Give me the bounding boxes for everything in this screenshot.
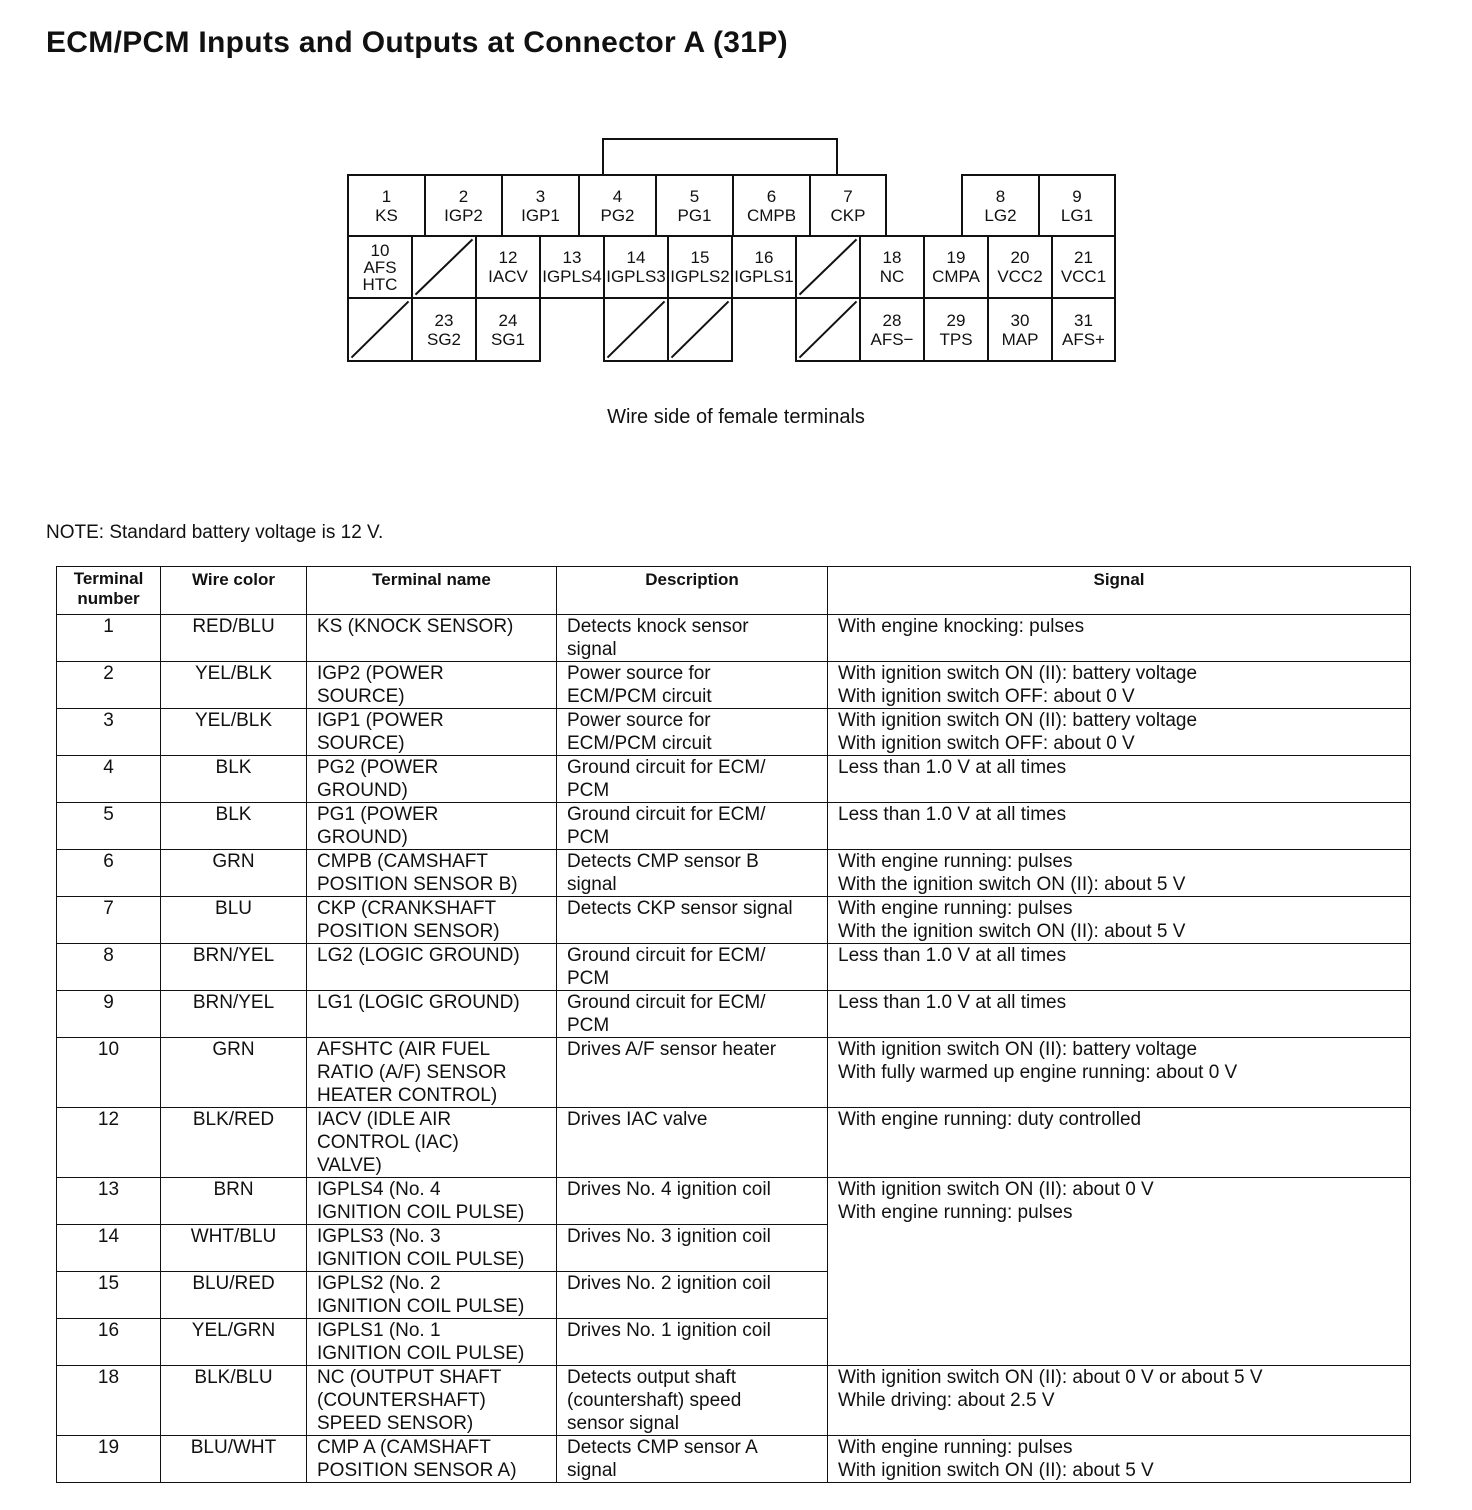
cell-description <box>557 1366 828 1436</box>
cell-description <box>557 1108 828 1178</box>
blank-terminal <box>603 297 669 362</box>
terminal-15 <box>667 235 733 299</box>
terminal-20 <box>987 235 1053 299</box>
terminal-number: 23 <box>434 310 454 330</box>
terminal-label: SG1 <box>490 329 526 349</box>
terminal-14 <box>603 235 669 299</box>
cell-wire-color: BLK/RED <box>161 1108 307 1178</box>
table-row <box>57 803 1411 850</box>
cell-terminal-number: 14 <box>57 1225 161 1272</box>
terminal-name-line: POSITION SENSOR) <box>317 921 500 942</box>
cell-terminal-name <box>307 756 557 803</box>
terminal-name-line: KS (KNOCK SENSOR) <box>317 616 514 637</box>
cell-terminal-number: 4 <box>57 756 161 803</box>
terminal-name-line: PG2 (POWER <box>317 757 439 778</box>
description-line: ECM/PCM circuit <box>567 733 712 754</box>
terminal-name-line: IGNITION COIL PULSE) <box>317 1296 525 1317</box>
header-wire-color: Wire color <box>161 567 307 615</box>
terminal-number: 8 <box>995 186 1006 206</box>
blank-terminal <box>667 297 733 362</box>
terminal-5 <box>655 174 734 237</box>
terminal-label: AFS− <box>870 329 914 349</box>
cell-signal <box>828 897 1411 944</box>
terminal-29 <box>923 297 989 362</box>
terminal-label: IGPLS1 <box>734 267 794 286</box>
cell-wire-color: BLK <box>161 803 307 850</box>
terminal-number: 4 <box>612 186 623 206</box>
terminal-name-line: IGPLS1 (No. 1 <box>317 1320 441 1341</box>
connector-caption: Wire side of female terminals <box>607 406 865 428</box>
cell-terminal-number: 10 <box>57 1038 161 1108</box>
terminal-label: IACV <box>488 267 528 286</box>
terminal-19 <box>923 235 989 299</box>
cell-terminal-number: 15 <box>57 1272 161 1319</box>
cell-wire-color: BLU/RED <box>161 1272 307 1319</box>
terminal-number: 30 <box>1010 310 1030 330</box>
signal-line: With engine running: pulses <box>838 851 1073 872</box>
description-line: Ground circuit for ECM/ <box>567 804 766 825</box>
terminal-number: 18 <box>882 248 902 267</box>
description-line: Drives No. 3 ignition coil <box>567 1226 771 1247</box>
terminal-9 <box>1038 174 1116 237</box>
description-line: Drives No. 4 ignition coil <box>567 1179 771 1200</box>
terminal-label: CMPA <box>932 267 980 286</box>
signal-line: With ignition switch ON (II): battery voltage <box>838 710 1198 731</box>
cell-terminal-number: 12 <box>57 1108 161 1178</box>
terminal-name-line: GROUND) <box>317 780 408 801</box>
terminal-label: LG2 <box>984 205 1017 225</box>
description-line: signal <box>567 639 617 660</box>
terminal-number: 20 <box>1010 248 1030 267</box>
terminal-13 <box>539 235 605 299</box>
terminal-name-line: IGPLS3 (No. 3 <box>317 1226 441 1247</box>
cell-signal-shared <box>828 1178 1411 1366</box>
terminal-name-line: SOURCE) <box>317 733 405 754</box>
signal-line: With engine running: pulses <box>838 1437 1073 1458</box>
terminal-number: 9 <box>1072 186 1082 206</box>
terminal-number: 13 <box>562 248 582 267</box>
terminal-number: 29 <box>946 310 966 330</box>
terminal-label: SG2 <box>426 329 462 349</box>
cell-terminal-name <box>307 1038 557 1108</box>
terminal-number: 16 <box>754 248 774 267</box>
terminal-6 <box>732 174 811 237</box>
terminal-label: AFS+ <box>1062 329 1105 349</box>
cell-terminal-number: 18 <box>57 1366 161 1436</box>
terminal-label: PG1 <box>677 205 712 225</box>
terminal-30 <box>987 297 1053 362</box>
description-line: Detects knock sensor <box>567 616 749 637</box>
terminal-28 <box>859 297 925 362</box>
cell-terminal-name <box>307 1108 557 1178</box>
terminal-label: CKP <box>830 205 866 225</box>
terminal-name-line: IGP2 (POWER <box>317 663 444 684</box>
terminal-number: 1 <box>381 186 392 206</box>
signal-line: With ignition switch ON (II): about 5 V <box>838 1460 1154 1481</box>
header-terminal-name: Terminal name <box>307 567 557 615</box>
terminal-label: PG2 <box>600 205 635 225</box>
signal-line: Less than 1.0 V at all times <box>838 804 1067 825</box>
cell-wire-color: BRN/YEL <box>161 944 307 991</box>
description-line: (countershaft) speed <box>567 1390 742 1411</box>
blank-terminal <box>795 297 861 362</box>
signal-line: With engine running: pulses <box>838 898 1073 919</box>
cell-terminal-number: 7 <box>57 897 161 944</box>
signal-line: With ignition switch ON (II): about 0 V or about 5 V <box>838 1367 1263 1388</box>
description-line: ECM/PCM circuit <box>567 686 712 707</box>
terminal-4 <box>578 174 657 237</box>
terminal-21 <box>1051 235 1116 299</box>
terminal-name-line: IGNITION COIL PULSE) <box>317 1343 525 1364</box>
terminal-name-line: IGPLS2 (No. 2 <box>317 1273 441 1294</box>
cell-signal <box>828 756 1411 803</box>
cell-terminal-name <box>307 897 557 944</box>
cell-signal <box>828 1108 1411 1178</box>
cell-signal <box>828 1366 1411 1436</box>
terminal-label: NC <box>879 267 905 286</box>
terminal-label: IGPLS2 <box>670 267 730 286</box>
blank-terminal <box>411 235 477 299</box>
description-line: Ground circuit for ECM/ <box>567 757 766 778</box>
description-line: PCM <box>567 1015 610 1036</box>
cell-terminal-number: 1 <box>57 615 161 662</box>
cell-description <box>557 1225 828 1272</box>
signal-line: Less than 1.0 V at all times <box>838 757 1067 778</box>
terminal-number: 7 <box>843 186 853 206</box>
cell-wire-color: BLU/WHT <box>161 1436 307 1483</box>
table-row <box>57 756 1411 803</box>
cell-terminal-number: 19 <box>57 1436 161 1483</box>
terminal-name-line: LG1 (LOGIC GROUND) <box>317 992 520 1013</box>
cell-terminal-name <box>307 1225 557 1272</box>
terminal-name-line: CMP A (CAMSHAFT <box>317 1437 491 1458</box>
cell-signal <box>828 850 1411 897</box>
terminal-label: IGP1 <box>521 205 560 225</box>
table-row <box>57 662 1411 709</box>
description-line: PCM <box>567 827 610 848</box>
cell-terminal-name <box>307 1319 557 1366</box>
blank-terminal <box>795 235 861 299</box>
terminal-name-line: LG2 (LOGIC GROUND) <box>317 945 520 966</box>
terminal-number: 12 <box>498 248 518 267</box>
terminal-label: VCC1 <box>1060 267 1107 286</box>
cell-terminal-name <box>307 662 557 709</box>
cell-description <box>557 1178 828 1225</box>
description-line: Detects output shaft <box>567 1367 736 1388</box>
cell-description <box>557 1436 828 1483</box>
cell-wire-color: YEL/GRN <box>161 1319 307 1366</box>
signal-line: With ignition switch ON (II): battery voltage <box>838 1039 1198 1060</box>
cell-wire-color: BRN/YEL <box>161 991 307 1038</box>
terminal-number: 31 <box>1074 310 1093 330</box>
description-line: signal <box>567 874 617 895</box>
terminal-number: 6 <box>766 186 777 206</box>
terminal-24 <box>475 297 541 362</box>
terminal-label: IGPLS4 <box>542 267 602 286</box>
cell-wire-color: YEL/BLK <box>161 662 307 709</box>
cell-wire-color: BLK/BLU <box>161 1366 307 1436</box>
battery-voltage-note: NOTE: Standard battery voltage is 12 V. <box>46 522 384 543</box>
table-row <box>57 1436 1411 1483</box>
cell-terminal-name <box>307 1436 557 1483</box>
signal-line: With engine knocking: pulses <box>838 616 1085 637</box>
description-line: Ground circuit for ECM/ <box>567 945 766 966</box>
cell-terminal-number: 16 <box>57 1319 161 1366</box>
cell-terminal-name <box>307 709 557 756</box>
connector-diagram <box>0 0 1472 440</box>
terminal-label: TPS <box>939 329 973 349</box>
cell-description <box>557 662 828 709</box>
cell-signal <box>828 615 1411 662</box>
cell-terminal-number: 9 <box>57 991 161 1038</box>
cell-terminal-name <box>307 850 557 897</box>
terminal-label: MAP <box>1001 329 1039 349</box>
signal-line: With the ignition switch ON (II): about 5 V <box>838 874 1186 895</box>
cell-description <box>557 1319 828 1366</box>
cell-description <box>557 709 828 756</box>
cell-signal <box>828 991 1411 1038</box>
terminal-10 <box>347 235 413 299</box>
terminal-31 <box>1051 297 1116 362</box>
terminal-name-line: AFSHTC (AIR FUEL <box>317 1039 491 1060</box>
terminal-name-line: IGNITION COIL PULSE) <box>317 1249 525 1270</box>
terminal-name-line: NC (OUTPUT SHAFT <box>317 1367 502 1388</box>
table-row <box>57 944 1411 991</box>
terminal-label: LG1 <box>1060 205 1094 225</box>
terminal-number: 28 <box>882 310 902 330</box>
table-row <box>57 897 1411 944</box>
table-header-row <box>57 567 1411 615</box>
cell-wire-color: WHT/BLU <box>161 1225 307 1272</box>
terminal-1 <box>347 174 426 237</box>
terminal-name-line: CONTROL (IAC) <box>317 1132 459 1153</box>
terminal-number: 21 <box>1074 248 1093 267</box>
description-line: Drives No. 2 ignition coil <box>567 1273 771 1294</box>
terminal-name-line: POSITION SENSOR B) <box>317 874 518 895</box>
cell-description <box>557 1038 828 1108</box>
cell-description <box>557 944 828 991</box>
terminal-number: 3 <box>535 186 546 206</box>
description-line: Drives A/F sensor heater <box>567 1039 777 1060</box>
cell-terminal-number: 5 <box>57 803 161 850</box>
header-terminal-number: Terminal number <box>57 567 161 615</box>
terminal-name-line: IGP1 (POWER <box>317 710 444 731</box>
blank-terminal <box>347 297 413 362</box>
terminal-number: 14 <box>626 248 646 267</box>
signal-line: While driving: about 2.5 V <box>838 1390 1055 1411</box>
terminal-name-line: IGNITION COIL PULSE) <box>317 1202 525 1223</box>
terminal-name-line: HEATER CONTROL) <box>317 1085 498 1106</box>
description-line: sensor signal <box>567 1413 679 1434</box>
description-line: PCM <box>567 780 610 801</box>
cell-terminal-number: 6 <box>57 850 161 897</box>
terminal-2 <box>424 174 503 237</box>
terminal-name-line: IGPLS4 (No. 4 <box>317 1179 441 1200</box>
terminal-number: 19 <box>946 248 966 267</box>
cell-terminal-name <box>307 1178 557 1225</box>
terminal-name-line: (COUNTERSHAFT) <box>317 1390 486 1411</box>
terminal-7 <box>809 174 887 237</box>
cell-signal <box>828 662 1411 709</box>
terminal-table <box>56 566 1411 1483</box>
terminal-label: VCC2 <box>997 267 1043 286</box>
description-line: Detects CKP sensor signal <box>567 898 793 919</box>
cell-terminal-name <box>307 615 557 662</box>
description-line: signal <box>567 1460 617 1481</box>
cell-terminal-name <box>307 944 557 991</box>
terminal-label: IGP2 <box>444 205 483 225</box>
cell-terminal-name <box>307 991 557 1038</box>
cell-description <box>557 803 828 850</box>
cell-signal <box>828 1436 1411 1483</box>
header-description: Description <box>557 567 828 615</box>
table-row <box>57 850 1411 897</box>
description-line: Ground circuit for ECM/ <box>567 992 766 1013</box>
terminal-number: 5 <box>689 186 700 206</box>
cell-description <box>557 850 828 897</box>
terminal-name-line: CMPB (CAMSHAFT <box>317 851 488 872</box>
terminal-3 <box>501 174 580 237</box>
terminal-label: AFS HTC <box>362 257 398 294</box>
cell-description <box>557 1272 828 1319</box>
terminal-name-line: IACV (IDLE AIR <box>317 1109 452 1130</box>
terminal-name-line: SPEED SENSOR) <box>317 1413 474 1434</box>
cell-wire-color: BLK <box>161 756 307 803</box>
signal-line: With fully warmed up engine running: about 0 V <box>838 1062 1238 1083</box>
table-row <box>57 1366 1411 1436</box>
signal-line: With ignition switch OFF: about 0 V <box>838 686 1135 707</box>
cell-wire-color: BLU <box>161 897 307 944</box>
table-row <box>57 1178 1411 1225</box>
cell-terminal-number: 2 <box>57 662 161 709</box>
description-line: Detects CMP sensor B <box>567 851 759 872</box>
table-row <box>57 1108 1411 1178</box>
cell-signal <box>828 803 1411 850</box>
terminal-8 <box>961 174 1040 237</box>
cell-signal <box>828 709 1411 756</box>
terminal-name-line: POSITION SENSOR A) <box>317 1460 517 1481</box>
cell-wire-color: RED/BLU <box>161 615 307 662</box>
cell-terminal-name <box>307 1272 557 1319</box>
terminal-number: 2 <box>458 186 469 206</box>
cell-description <box>557 756 828 803</box>
cell-wire-color: BRN <box>161 1178 307 1225</box>
header-signal: Signal <box>828 567 1411 615</box>
terminal-name-line: RATIO (A/F) SENSOR <box>317 1062 507 1083</box>
description-line: Power source for <box>567 710 711 731</box>
table-body <box>57 615 1411 1483</box>
table-row <box>57 615 1411 662</box>
signal-line: With engine running: duty controlled <box>838 1109 1142 1130</box>
page-title: ECM/PCM Inputs and Outputs at Connector A (31P) <box>46 26 788 59</box>
cell-terminal-number: 13 <box>57 1178 161 1225</box>
cell-terminal-number: 3 <box>57 709 161 756</box>
terminal-label: KS <box>375 205 398 225</box>
terminal-name-line: GROUND) <box>317 827 408 848</box>
terminal-18 <box>859 235 925 299</box>
cell-description <box>557 991 828 1038</box>
description-line: Detects CMP sensor A <box>567 1437 758 1458</box>
signal-line: With ignition switch ON (II): about 0 V <box>838 1179 1154 1200</box>
signal-line: Less than 1.0 V at all times <box>838 945 1067 966</box>
cell-wire-color: YEL/BLK <box>161 709 307 756</box>
terminal-name-line: CKP (CRANKSHAFT <box>317 898 497 919</box>
cell-wire-color: GRN <box>161 1038 307 1108</box>
cell-terminal-name <box>307 803 557 850</box>
signal-line: Less than 1.0 V at all times <box>838 992 1067 1013</box>
terminal-name-line: VALVE) <box>317 1155 382 1176</box>
description-line: Drives IAC valve <box>567 1109 708 1130</box>
connector-key <box>602 138 838 174</box>
signal-line: With ignition switch ON (II): battery voltage <box>838 663 1198 684</box>
terminal-number: 10 <box>370 240 390 260</box>
cell-signal <box>828 1038 1411 1108</box>
cell-wire-color: GRN <box>161 850 307 897</box>
terminal-12 <box>475 235 541 299</box>
terminal-label: IGPLS3 <box>606 267 666 286</box>
description-line: PCM <box>567 968 610 989</box>
description-line: Drives No. 1 ignition coil <box>567 1320 771 1341</box>
cell-description <box>557 615 828 662</box>
terminal-number: 24 <box>498 310 518 330</box>
cell-signal <box>828 944 1411 991</box>
terminal-name-line: PG1 (POWER <box>317 804 439 825</box>
signal-line: With the ignition switch ON (II): about 5 V <box>838 921 1186 942</box>
terminal-label: CMPB <box>746 205 797 225</box>
table-row <box>57 709 1411 756</box>
terminal-23 <box>411 297 477 362</box>
table-row <box>57 1038 1411 1108</box>
description-line: Power source for <box>567 663 711 684</box>
terminal-16 <box>731 235 797 299</box>
signal-line: With engine running: pulses <box>838 1202 1073 1223</box>
cell-terminal-name <box>307 1366 557 1436</box>
cell-description <box>557 897 828 944</box>
cell-terminal-number: 8 <box>57 944 161 991</box>
table-row <box>57 991 1411 1038</box>
terminal-name-line: SOURCE) <box>317 686 405 707</box>
terminal-number: 15 <box>690 248 710 267</box>
signal-line: With ignition switch OFF: about 0 V <box>838 733 1135 754</box>
